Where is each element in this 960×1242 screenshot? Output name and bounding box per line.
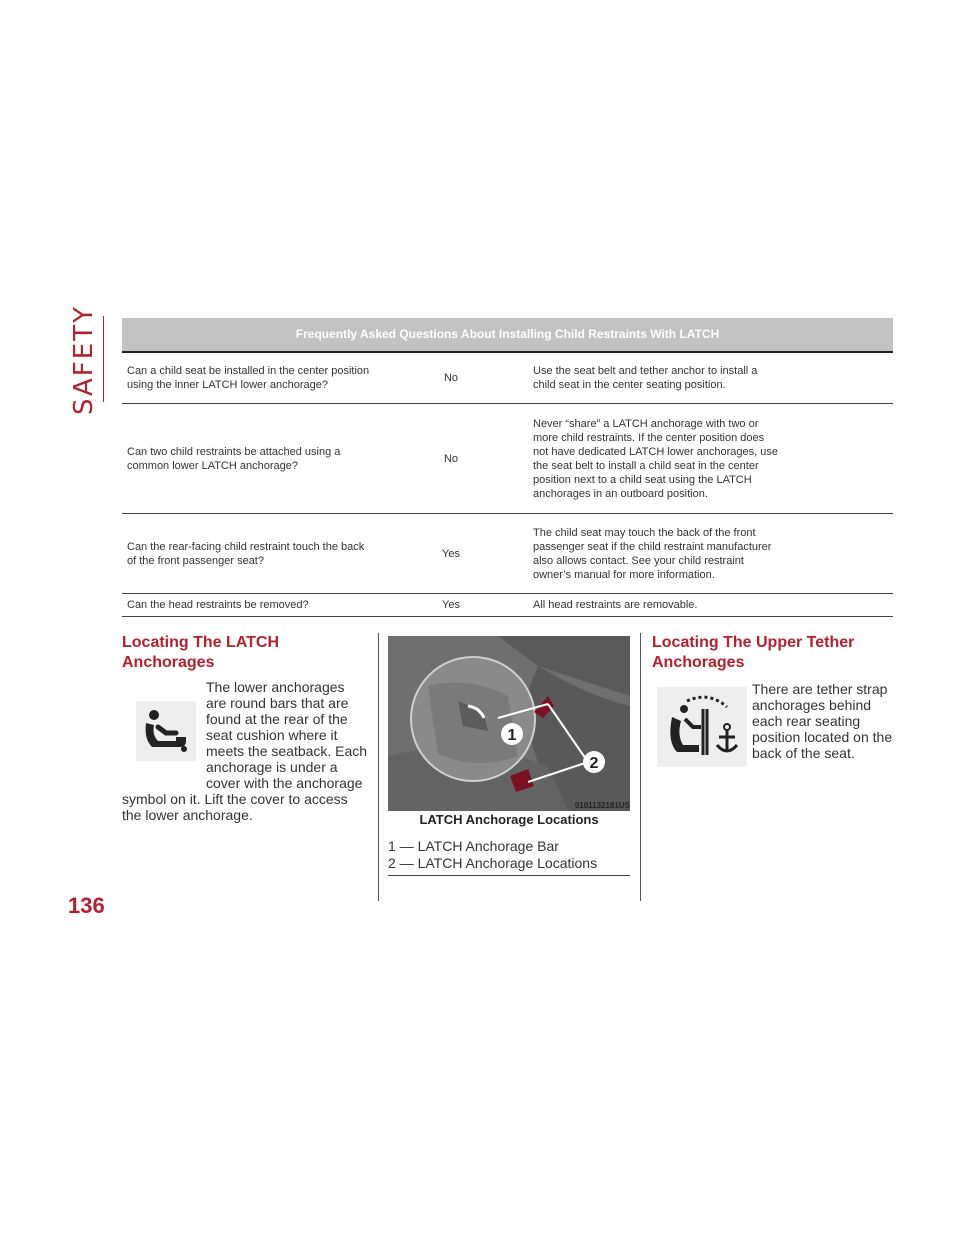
figure-legend xyxy=(388,838,630,876)
figure-caption: LATCH Anchorage Locations xyxy=(419,812,599,827)
page-number: 136 xyxy=(68,893,105,918)
faq-table xyxy=(122,318,893,617)
child-seat-tether-anchor-icon xyxy=(657,687,747,767)
child-seat-lower-anchor-icon xyxy=(136,701,196,761)
faq-question: Can the rear-facing child restraint touch the back of the front passenger seat? xyxy=(127,540,365,567)
latch-icon-area xyxy=(122,679,206,791)
faq-explanation: The child seat may touch the back of the front passenger seat if the child restraint manufacturer also allows contact. See your child restraint owner’s manual for more information. xyxy=(533,526,772,581)
legend-item: 2 — LATCH Anchorage Locations xyxy=(388,855,598,871)
faq-question: Can the head restraints be removed? xyxy=(127,599,309,611)
table-row xyxy=(122,514,893,594)
column-divider-right xyxy=(640,633,641,901)
tether-anchorages-section xyxy=(652,633,898,771)
column-divider-left xyxy=(378,633,379,901)
table-row xyxy=(122,353,893,404)
faq-explanation: Use the seat belt and tether anchor to install a child seat in the center seating position. xyxy=(533,365,758,391)
tether-section-heading: Locating The Upper Tether Anchorages xyxy=(652,634,855,671)
latch-anchorages-section xyxy=(122,633,368,823)
faq-answer: No xyxy=(443,452,459,465)
legend-item: 1 — LATCH Anchorage Bar xyxy=(388,838,559,854)
table-row xyxy=(122,404,893,514)
callout-1-label: 1 xyxy=(507,727,517,744)
faq-explanation: Never “share” a LATCH anchorage with two or more child restraints. If the center position does not have dedicated LATCH lower anchorages, use the seat belt to install a child seat in the center position next to a child seat using the LATCH anchorages in an outboard position. xyxy=(533,417,778,500)
callout-1 xyxy=(501,723,523,745)
section-label-text: SAFETY xyxy=(69,305,99,415)
faq-answer: Yes xyxy=(442,547,460,560)
section-side-label xyxy=(66,305,102,415)
latch-section-heading: Locating The LATCH Anchorages xyxy=(122,634,280,671)
latch-section-text: The lower anchorages are round bars that are found at the rear of the seat cushion where it meets the seatback. Each anchorage is under a cover with the anchorage symbol on it. Lift the cover to access the lower anchorage. xyxy=(122,679,368,823)
table-row xyxy=(122,594,893,617)
faq-question: Can two child restraints be attached using a common lower LATCH anchorage? xyxy=(127,445,341,472)
latch-anchorage-figure xyxy=(388,636,630,811)
figure-code: 0101132181US xyxy=(574,801,630,810)
faq-explanation: All head restraints are removable. xyxy=(533,599,698,611)
tether-section-text: There are tether strap anchorages behind each rear seating position located on the back of the seat. xyxy=(752,681,893,761)
callout-2 xyxy=(583,751,605,773)
faq-answer: Yes xyxy=(442,599,460,611)
tether-icon-area xyxy=(652,681,752,771)
callout-2-label: 2 xyxy=(589,755,599,772)
faq-question: Can a child seat be installed in the center position using the inner LATCH lower anchorage? xyxy=(127,365,370,391)
section-side-rule xyxy=(103,316,104,402)
faq-table-title: Frequently Asked Questions About Installing Child Restraints With LATCH xyxy=(122,318,893,353)
faq-answer: No xyxy=(443,372,459,384)
